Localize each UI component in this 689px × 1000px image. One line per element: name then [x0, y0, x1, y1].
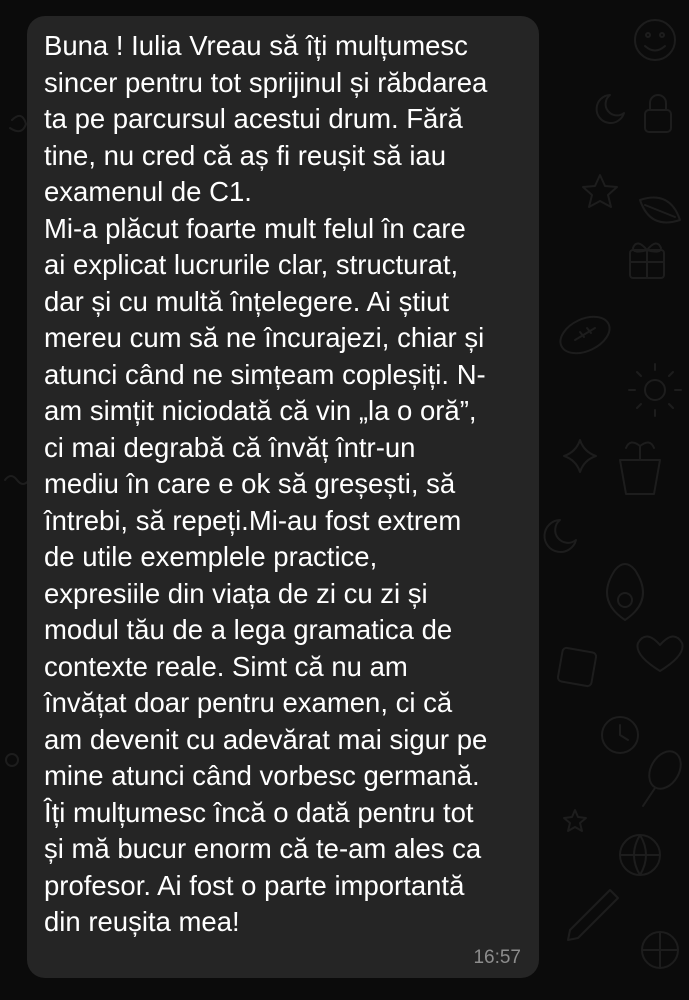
message-timestamp: 16:57 [473, 947, 521, 968]
message-bubble[interactable] [27, 16, 539, 978]
football-doodle-icon [555, 310, 616, 361]
heart-doodle-icon [637, 636, 682, 671]
leaf-doodle-icon [640, 198, 680, 223]
moon-doodle-icon [597, 95, 624, 123]
lock-doodle-icon [645, 95, 671, 132]
racket-doodle-icon [643, 746, 687, 806]
gift-doodle-icon [630, 243, 664, 278]
avocado-doodle-icon [607, 564, 643, 620]
sparkle-doodle-icon [564, 440, 596, 472]
smiley-doodle-icon [635, 20, 675, 60]
star-small-doodle-icon [564, 810, 586, 831]
pot-doodle-icon [620, 442, 660, 494]
pencil-doodle-icon [568, 890, 618, 940]
spiral-doodle-icon [10, 116, 26, 131]
clock-doodle-icon [602, 717, 638, 753]
star-doodle-icon [583, 175, 617, 207]
frame-doodle-icon [557, 647, 596, 686]
message-text: Buna ! Iulia Vreau să îți mulțumesc sincer pentru tot sprijinul și răbdarea ta pe parcursul acestui drum. Fără tine, nu cred că aș fi reușit să iau examenul de C1. Mi-a plăcut foarte mult felul în care ai explicat lucrurile clar, structurat, dar și cu multă înțelegere. Ai știut mereu cum să ne încurajezi, chiar și atunci când ne simțeam copleșiți. N- am simțit niciodată că vin „la o oră”, ci mai degrabă că învăț într-un mediu în care e ok să greșești, să întrebi, să repeți.Mi-au fost extrem de utile exemplele practice, expresiile din viața de zi cu zi și modul tău de a lega gramatica de contexte reale. Simt că nu am învățat doar pentru examen, ci că am devenit cu adevărat mai sigur pe mine atunci când vorbesc germană. Îți mulțumesc încă o dată pentru tot și mă bucur enorm că te-am ales ca profesor. Ai fost o parte importantă din reușita mea! [44, 30, 488, 937]
ball-doodle-icon [642, 932, 678, 968]
globe-doodle-icon [620, 835, 660, 875]
crescent-doodle-icon [545, 520, 576, 552]
dot-doodle-icon [6, 754, 18, 766]
wave-doodle-icon [5, 476, 29, 484]
sun-doodle-icon [629, 364, 681, 416]
